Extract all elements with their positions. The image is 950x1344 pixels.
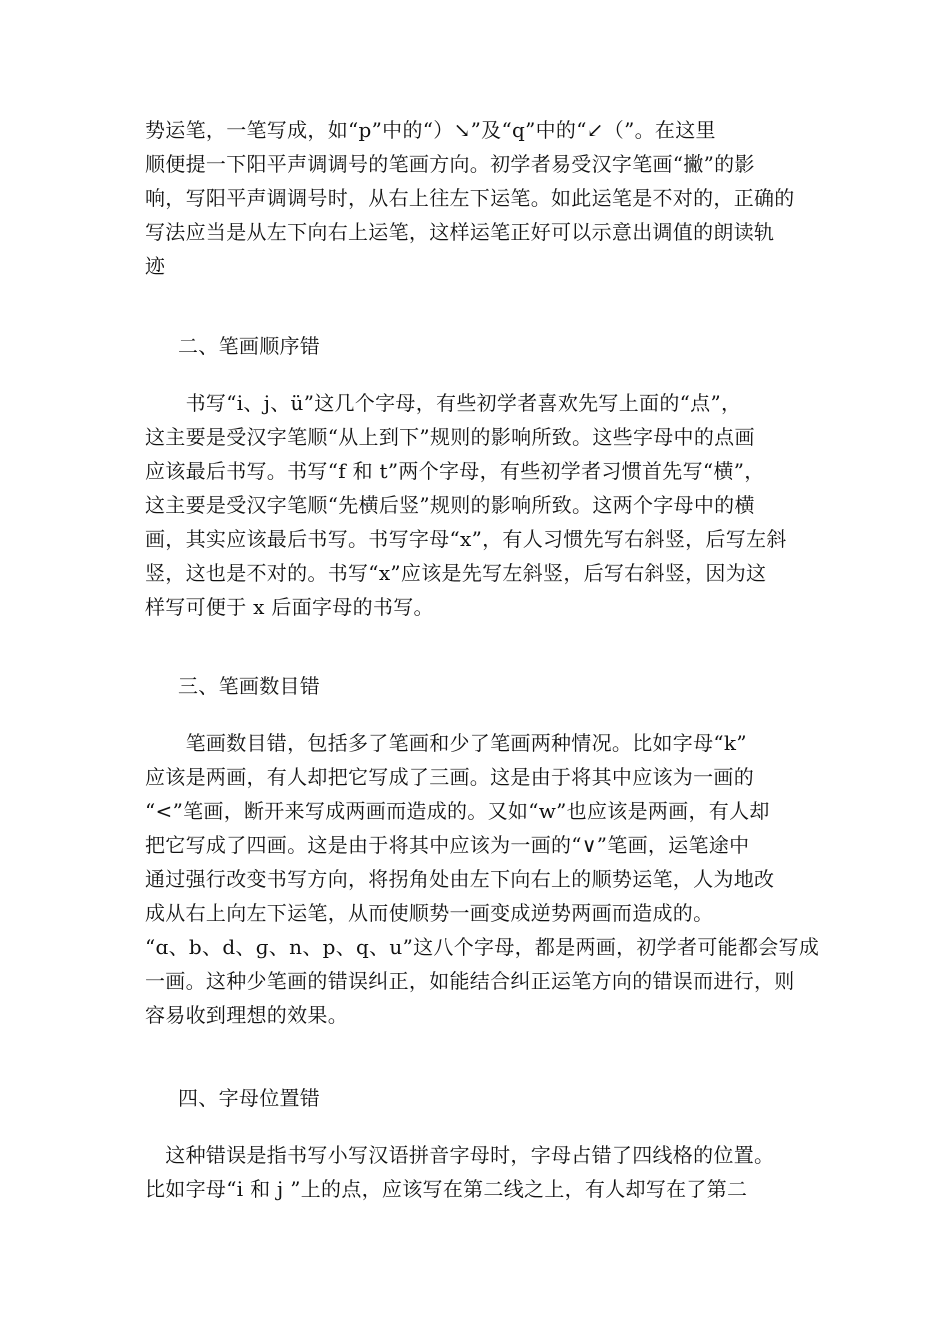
text-line: 容易收到理想的效果。: [145, 1003, 348, 1027]
text-line: 样写可便于 x 后面字母的书写。: [145, 595, 434, 619]
text-line: 比如字母“i 和 j ”上的点，应该写在第二线之上，有人却写在了第二: [145, 1177, 748, 1201]
paragraph-stroke-direction: [145, 113, 815, 283]
section-heading-letter-position: 四、字母位置错: [178, 1086, 321, 1110]
text-line: 响，写阳平声调调号时，从右上往左下运笔。如此运笔是不对的，正确的: [145, 186, 795, 210]
section-heading-stroke-order: 二、笔画顺序错: [178, 334, 321, 358]
text-line: 通过强行改变书写方向，将拐角处由左下向右上的顺势运笔，人为地改: [145, 867, 775, 891]
text-line: 这主要是受汉字笔顺“先横后竖”规则的影响所致。这两个字母中的横: [145, 493, 755, 517]
paragraph-stroke-count: [145, 726, 820, 1032]
text-line: 把它写成了四画。这是由于将其中应该为一画的“∨”笔画，运笔途中: [145, 833, 750, 857]
text-line: 一画。这种少笔画的错误纠正，如能结合纠正运笔方向的错误而进行，则: [145, 969, 795, 993]
paragraph-stroke-order: [145, 386, 815, 624]
text-line: 这种错误是指书写小写汉语拼音字母时，字母占错了四线格的位置。: [145, 1143, 775, 1167]
section-heading-stroke-count: 三、笔画数目错: [178, 674, 321, 698]
text-line: 画，其实应该最后书写。书写字母“x”，有人习惯先写右斜竖，后写左斜: [145, 527, 787, 551]
text-line: 书写“i、j、ü”这几个字母，有些初学者喜欢先写上面的“点”，: [145, 391, 742, 415]
text-line: 迹: [145, 254, 166, 278]
text-line: 势运笔，一笔写成，如“p”中的“）↘”及“q”中的“↙（”。在这里: [145, 118, 716, 142]
text-line: 这主要是受汉字笔顺“从上到下”规则的影响所致。这些字母中的点画: [145, 425, 755, 449]
paragraph-letter-position: [145, 1138, 815, 1206]
text-line: 竖，这也是不对的。书写“x”应该是先写左斜竖，后写右斜竖，因为这: [145, 561, 767, 585]
text-line: 应该最后书写。书写“f 和 t”两个字母，有些初学者习惯首先写“横”，: [145, 459, 765, 483]
text-line: 写法应当是从左下向右上运笔，这样运笔正好可以示意出调值的朗读轨: [145, 220, 775, 244]
text-line: “ɑ、b、d、ɡ、n、p、q、u”这八个字母，都是两画，初学者可能都会写成: [145, 935, 820, 959]
text-line: 笔画数目错，包括多了笔画和少了笔画两种情况。比如字母“k”: [145, 731, 747, 755]
text-line: 成从右上向左下运笔，从而使顺势一画变成逆势两画而造成的。: [145, 901, 714, 925]
text-line: “<”笔画，断开来写成两画而造成的。又如“w”也应该是两画，有人却: [145, 799, 770, 823]
text-line: 应该是两画，有人却把它写成了三画。这是由于将其中应该为一画的: [145, 765, 754, 789]
text-line: 顺便提一下阳平声调调号的笔画方向。初学者易受汉字笔画“撇”的影: [145, 152, 755, 176]
